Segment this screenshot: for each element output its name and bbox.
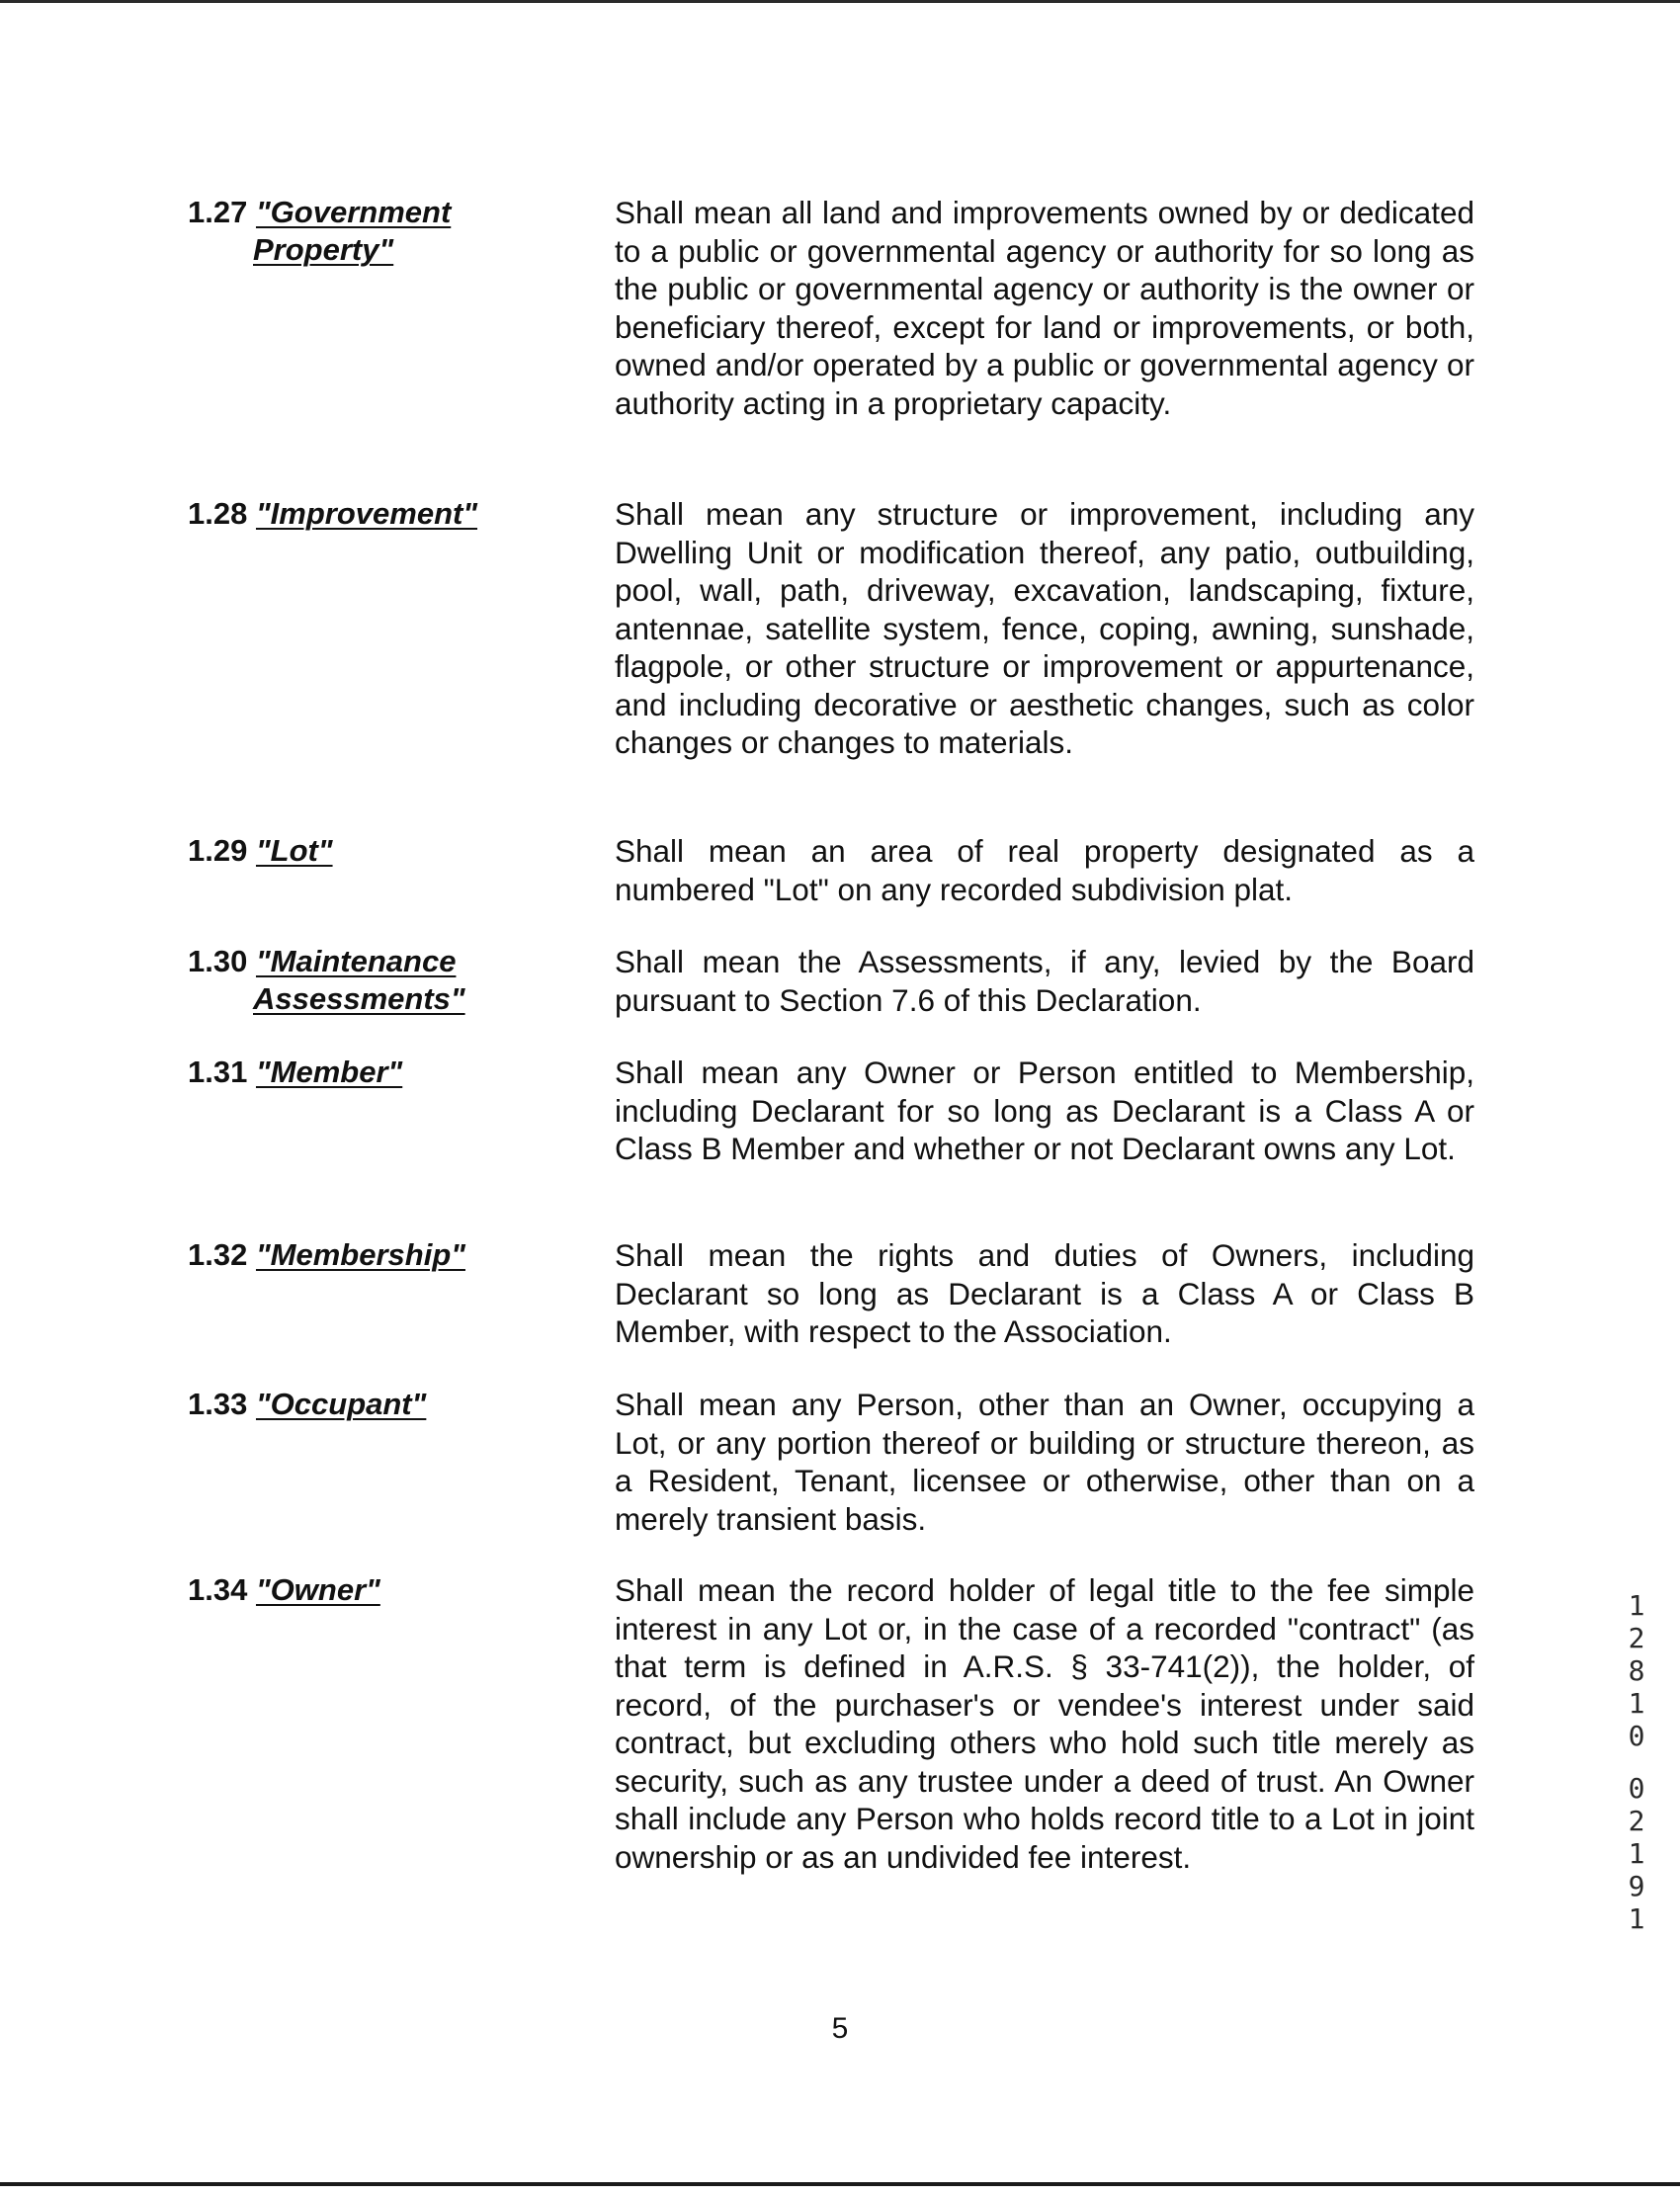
definition-text: Shall mean any structure or improvement, including any Dwelling Unit or modification thereof, any patio, outbuilding, pool, wall, path, driveway, excavation, landscaping, fixture, antennae, satellite system, fence, coping, awning, sunshade, flagpole, or other structure or improvement or appurtenance, and including decorative or aesthetic changes, such as color changes or changes to materials. bbox=[615, 496, 1474, 760]
definition-term bbox=[188, 832, 524, 870]
definition-text: Shall mean the record holder of legal title to the fee simple interest in any Lot or, in the case of a recorded "contract" (as that term is defined in A.R.S. § 33-741(2)), the holder, of record, of the purchaser's or vendee's interest under said contract, but excluding others who hold such title merely as security, such as any trustee under a deed of trust. An Owner shall include any Person who holds record title to a Lot in joint ownership or as an undivided fee interest. bbox=[615, 1572, 1474, 1875]
definition-term bbox=[188, 495, 524, 533]
definition-term bbox=[188, 1386, 524, 1423]
page-top-edge bbox=[0, 0, 1680, 3]
definition-term bbox=[188, 943, 524, 1018]
definition-number: 1.33 bbox=[188, 1387, 248, 1421]
stamp-digit: 9 bbox=[1628, 1870, 1645, 1902]
definition-text: Shall mean the rights and duties of Owners, including Declarant so long as Declarant is a Class A or Class B Member, with respect to the Association. bbox=[615, 1237, 1474, 1349]
definition-term bbox=[188, 1054, 524, 1091]
term-name: "Improvement" bbox=[255, 496, 478, 531]
page-bottom-edge bbox=[0, 2182, 1680, 2186]
term-name: "Member" bbox=[255, 1055, 403, 1089]
stamp-digit: 1 bbox=[1628, 1902, 1645, 1935]
definition-term bbox=[188, 1571, 524, 1609]
stamp-digit: 8 bbox=[1628, 1654, 1645, 1687]
term-name: "Lot" bbox=[255, 833, 333, 868]
definition-text: Shall mean the Assessments, if any, levied by the Board pursuant to Section 7.6 of this Declaration. bbox=[615, 944, 1474, 1018]
term-name: "Membership" bbox=[255, 1237, 465, 1272]
term-name-continued: Assessments" bbox=[253, 981, 465, 1016]
term-name: "Occupant" bbox=[255, 1387, 427, 1421]
definition-text: Shall mean any Owner or Person entitled to Membership, including Declarant for so long as Declarant is a Class A or Class B Member and whether or not Declarant owns any Lot. bbox=[615, 1055, 1474, 1166]
stamp-digit: 1 bbox=[1628, 1837, 1645, 1870]
definition-number: 1.31 bbox=[188, 1055, 248, 1089]
definition-number: 1.29 bbox=[188, 833, 248, 868]
recording-stamp bbox=[1617, 1589, 1656, 1935]
term-name: "Owner" bbox=[255, 1572, 380, 1607]
term-name: "Maintenance bbox=[255, 944, 457, 978]
stamp-digit: 1 bbox=[1628, 1589, 1645, 1622]
stamp-digit: 1 bbox=[1628, 1687, 1645, 1720]
definition-text: Shall mean an area of real property designated as a numbered "Lot" on any recorded subdivision plat. bbox=[615, 833, 1474, 907]
stamp-digit: 0 bbox=[1628, 1772, 1645, 1805]
definition-number: 1.28 bbox=[188, 496, 248, 531]
stamp-digit: 0 bbox=[1628, 1720, 1645, 1752]
definition-number: 1.32 bbox=[188, 1237, 248, 1272]
term-name-continued: Property" bbox=[253, 232, 394, 267]
definition-term bbox=[188, 194, 524, 269]
definition-text: Shall mean any Person, other than an Owner, occupying a Lot, or any portion thereof or building or structure thereon, as a Resident, Tenant, licensee or otherwise, other than on a merely transient basis. bbox=[615, 1387, 1474, 1537]
definition-number: 1.34 bbox=[188, 1572, 248, 1607]
definition-term bbox=[188, 1236, 524, 1274]
stamp-digit: 2 bbox=[1628, 1805, 1645, 1837]
definition-number: 1.27 bbox=[188, 195, 248, 229]
definition-text: Shall mean all land and improvements owned by or dedicated to a public or governmental agency or authority for so long as the public or governmental agency or authority is the owner or beneficiary thereof, except for land or improvements, or both, owned and/or operated by a public or governmental agency or authority acting in a proprietary capacity. bbox=[615, 195, 1474, 421]
term-name: "Government bbox=[255, 195, 452, 229]
stamp-digit: 2 bbox=[1628, 1622, 1645, 1654]
definition-number: 1.30 bbox=[188, 944, 248, 978]
page-number: 5 bbox=[831, 2012, 849, 2045]
